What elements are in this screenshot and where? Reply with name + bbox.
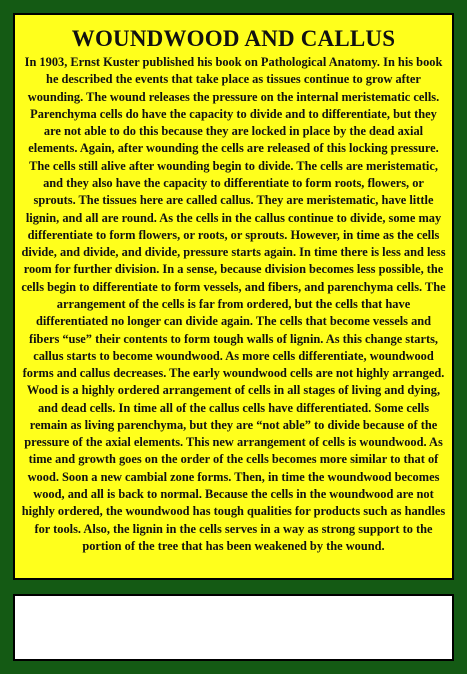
article-title: WOUNDWOOD AND CALLUS — [71, 26, 396, 51]
article-body: In 1903, Ernst Kuster published his book on Pathological Anatomy. In his book he described the events that take place as tissues continue to grow after wounding. The wound releases the pressure on the internal meristematic cells. Parenchyma cells do have the capacity to divide and to differentiate, but they are not able to do this because they are locked in place by the dead axial elements. Again, after wounding the cells are released of this locking pressure. The cells still alive after wounding begin to divide. The cells are meristematic, and they also have the capacity to differentiate to form roots, flowers, or sprouts. The tissues here are called callus. They are meristematic, have little lignin, and all are round. As the cells in the callus continue to divide, some may differentiate to form flowers, or roots, or sprouts. However, in time as the cells divide, and divide, and divide, pressure starts again. In time there is less and less room for further division. In a sense, because division becomes less possible, the cells begin to differentiate to form vessels, and fibers, and parenchyma cells. The arrangement of the cells is far from ordered, but the cells that have differentiated no longer can divide again. The cells that become vessels and fibers “use” their contents to form tough walls of lignin. As this change starts, callus starts to become woundwood. As more cells differentiate, woundwood forms and callus decreases. The early woundwood cells are not highly arranged. Wood is a highly ordered arrangement of cells in all stages of living and dying, and dead cells. In time all of the callus cells have differentiated. Some cells remain as living parenchyma, but they are “not able” to divide because of the pressure of the axial elements. This new arrangement of cells is woundwood. As time and growth goes on the order of the cells becomes more similar to that of wood. Soon a new cambial zone forms. Then, in time the woundwood becomes wood, and all is back to normal. Because the cells in the woundwood are not highly ordered, the woundwood has tough qualities for products such as handles for tools. Also, the lignin in the cells serves in a way as strong support to the portion of the tree that has been weakened by the wound. — [21, 55, 446, 553]
empty-caption-box — [13, 594, 454, 661]
article-panel — [13, 13, 454, 580]
